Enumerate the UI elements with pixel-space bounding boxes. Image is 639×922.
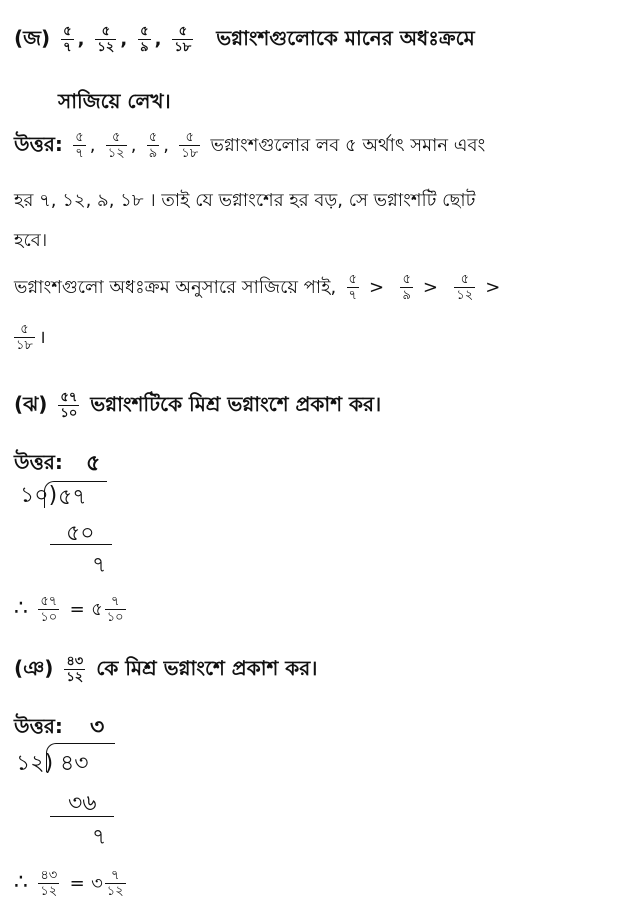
fraction: $\frac{৫}{৯}$ [402, 272, 411, 303]
remainder: ৭ [92, 553, 107, 578]
quotient: ৫ [86, 451, 101, 476]
subtraction-rule [50, 544, 112, 545]
question-text-line2: সাজিয়ে লেখ। [58, 89, 171, 113]
order-text: ভগ্নাংশগুলো অধঃক্রম অনুসারে সাজিয়ে পাই, [14, 277, 337, 298]
fraction: $\frac{৫}{১২}$ [456, 272, 474, 303]
fraction: $\frac{৫}{১৮}$ [181, 130, 199, 161]
question-label: (ঝ) [14, 392, 48, 416]
fraction: $\frac{৫}{১৮}$ [174, 24, 192, 55]
fraction: $\frac{৫৭}{১০}$ [40, 594, 58, 625]
result-1: ∴ $\frac{৫৭}{১০}$ = ৫ $\frac{৭}{১০}$ [14, 594, 124, 625]
fraction: $\frac{৫}{১৮}$ [16, 322, 33, 353]
fraction: $\frac{৫}{১২}$ [107, 130, 125, 161]
question-label: (ঞ) [14, 656, 54, 680]
fraction: $\frac{৫}{৭}$ [348, 272, 357, 303]
quotient: ৩ [90, 715, 105, 740]
fraction: $\frac{৭}{১০}$ [106, 594, 124, 625]
answer-line3: হবে। [14, 230, 48, 251]
mixed-whole: ৩ [91, 873, 103, 894]
fraction: $\frac{৫}{৯}$ [140, 24, 149, 55]
answer-text: ভগ্নাংশগুলোর লব ৫ অর্থাৎ সমান এবং [210, 135, 486, 156]
mixed-whole: ৫ [91, 599, 103, 620]
answer-label: উত্তর: [14, 714, 63, 738]
fraction: $\frac{৭}{১২}$ [106, 868, 124, 899]
answer-ja: উত্তর: $\frac{৫}{৭}$ , $\frac{৫}{১২}$ , $\frac{৫}{৯}$ , $\frac{৫}{১৮}$ ভগ্নাংশগুলোর লব ৫ অর্থাৎ সমান এবং [14, 130, 486, 161]
question-nya [14, 654, 317, 685]
answer-line2: হর ৭, ১২, ৯, ১৮ । তাই যে ভগ্নাংশের হর বড়, সে ভগ্নাংশটি ছোট [14, 190, 476, 211]
divisor: ১২) [16, 751, 54, 776]
fraction: $\frac{৫}{১২}$ [97, 24, 115, 55]
fraction: $\frac{৫}{৭}$ [63, 24, 72, 55]
product: ৩৬ [68, 791, 97, 816]
fraction: $\frac{৪৩}{১২}$ [40, 868, 58, 899]
question-label: (জ) [14, 26, 51, 50]
result-2: ∴ $\frac{৪৩}{১২}$ = ৩ $\frac{৭}{১২}$ [14, 868, 124, 899]
answer-label: উত্তর: [14, 450, 63, 474]
divisor: ১০) [20, 483, 58, 508]
question-ja: (জ) $\frac{৫}{৭}$ , $\frac{৫}{১২}$ , $\frac{৫}{৯}$ , $\frac{৫}{১৮}$ ভগ্নাংশগুলোকে মানের অধঃক্রমে [14, 24, 475, 55]
long-division-1 [14, 448, 214, 578]
question-text: ভগ্নাংশগুলোকে মানের অধঃক্রমে [216, 26, 475, 50]
fraction: $\frac{৫}{৭}$ [75, 130, 84, 161]
question-text: ভগ্নাংশটিকে মিশ্র ভগ্নাংশে প্রকাশ কর। [90, 392, 382, 416]
fraction: $\frac{৫}{৯}$ [148, 130, 158, 161]
dividend: ৫৭ [58, 485, 87, 510]
question-text: কে মিশ্র ভগ্নাংশে প্রকাশ কর। [96, 656, 318, 680]
product: ৫০ [66, 521, 95, 546]
question-jha [14, 390, 381, 421]
remainder: ৭ [92, 825, 107, 850]
fraction: $\frac{৪৩}{১২}$ [66, 654, 84, 685]
answer-label: উত্তর: [14, 132, 63, 156]
subtraction-rule [50, 816, 114, 817]
fraction: $\frac{৫৭}{১০}$ [60, 390, 78, 421]
order-line: ভগ্নাংশগুলো অধঃক্রম অনুসারে সাজিয়ে পাই, $\frac{৫}{৭}$ > $\frac{৫}{৯}$ > $\frac{৫}{১২}$ > [14, 272, 501, 303]
dividend: ৪৩ [60, 751, 89, 776]
long-division-2 [14, 712, 214, 850]
order-line-end: $\frac{৫}{১৮}$ । [16, 322, 46, 353]
